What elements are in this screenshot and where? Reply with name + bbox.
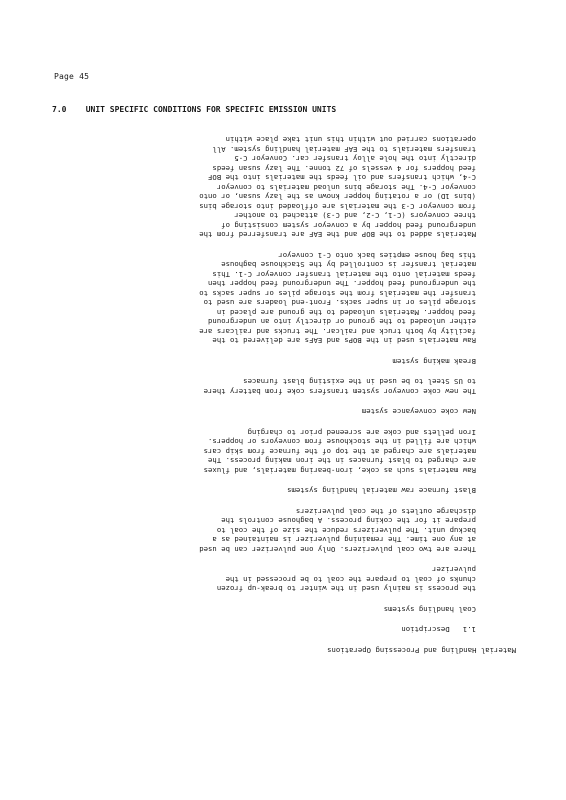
paragraph-list [86,135,516,614]
subsection-number: 1.1 [462,625,476,635]
text-line: feed hopper. Materials unloaded to the ground are placed in [216,308,476,317]
text-line: directly into the hole alloy transfer car. Conveyor C-5 [234,154,476,164]
text-line: conveyor C-4. The storage bins unload materials to conveyor [216,183,476,192]
paragraph [86,486,476,496]
text-line: transfers materials to the EAF material handling system. All [212,145,476,154]
section-heading [52,105,336,114]
text-line: this bag house empties back onto C-1 conveyor [278,251,476,260]
text-line: There are two coal pulverizers. Only one pulverizer can be used [199,545,476,554]
paragraph [86,565,476,594]
text-line: the process is mainly used in the winter to break-up frozen [216,584,476,594]
section-number: 7.0 [52,105,67,114]
text-line: at any one time. The remaining pulverizer is maintained as a [212,535,476,545]
text-line: pulverizer [432,565,476,575]
text-line: Material Handling and Processing Operations [327,646,516,655]
paragraph [86,357,476,367]
text-line: storage piles or in super sacks. Front-end loaders are used to [203,298,476,308]
text-line: Raw materials used in the BOPs and EAFs are delivered to the [212,336,476,346]
text-line: backup unit. The pulverizers reduce the size of the coal to [216,526,476,535]
text-line: feed hoppers for 4 vessels of 72 tonne. The lazy susan feeds [212,164,476,173]
text-line: are charged to blast furnaces in the iron making process. The [208,456,476,466]
paragraph [86,251,476,346]
paragraph [86,377,476,396]
page-number: Page 45 [54,72,90,81]
text-line: Blast furnace raw material handling systems [287,486,476,496]
text-line: Break making system [392,357,476,366]
text-line: feeds material onto the material transfer conveyor C-1. This [212,270,476,279]
text-line: (bins 1D) or a rotating hopper known as the lazy susan, or onto [199,192,476,202]
text-line: from conveyor C-3 the materials are offloaded into storage bins [199,202,476,211]
text-line: The new coke conveyor system transfers coke from battery there [203,387,476,396]
text-line: materials are charged at the top of the furnace from skip cars [203,447,476,456]
paragraph [86,605,476,615]
text-line: Materials added to the BOP and the EAF are transferred from the [199,230,476,240]
text-line: operations carried out within this unit take place within [225,135,476,145]
text-line: transfer the materials from the storage piles or super sacks to [199,289,476,298]
paragraph-title [86,646,516,656]
text-line: underground feed hopper by a conveyor system consisting of [221,221,476,230]
text-line: to US Steel to be used in the existing blast furnaces [243,377,476,387]
section-title: UNIT SPECIFIC CONDITIONS FOR SPECIFIC EMISSION UNITS [85,105,337,114]
text-line: Iron pellets and coke are screened prior to charging [247,428,476,437]
subsection-title: Description [401,625,450,635]
text-line: Coal handling systems [383,605,476,614]
text-line: New coke conveyance system [361,407,476,417]
paragraph [86,407,476,417]
paragraph [86,428,476,476]
text-line: C-4, which transfers and oil feeds the materials into the BOF [208,173,476,183]
upside-down-text-block [86,124,516,655]
text-line: Raw materials such as coke, iron-bearing materials, and fluxes [203,466,476,475]
text-line: three conveyors (C-1, C-2, and C-3) attached to another [234,211,476,221]
text-line: either unloaded to the ground or directly into an underground [208,317,476,327]
text-line: the underground feed hopper. The underground feed hopper then [208,279,476,289]
paragraph [86,507,476,555]
text-line: material transfer is controlled by the Stackhouse baghouse [221,260,476,270]
text-line: which are filled in the stockhouse from conveyors or hoppers. [208,437,476,447]
text-line: chunks of coal to prepare the coal to be processed in the [225,575,476,584]
paragraph [86,135,476,240]
text-line: discharge outlets of the coal pulverizers [295,507,476,516]
text-line: prepare it for the coking process. A baghouse controls the [221,516,476,526]
text-line: facility by both truck and railcar. The trucks and railcars are [199,327,476,336]
subsection-heading [86,625,516,635]
